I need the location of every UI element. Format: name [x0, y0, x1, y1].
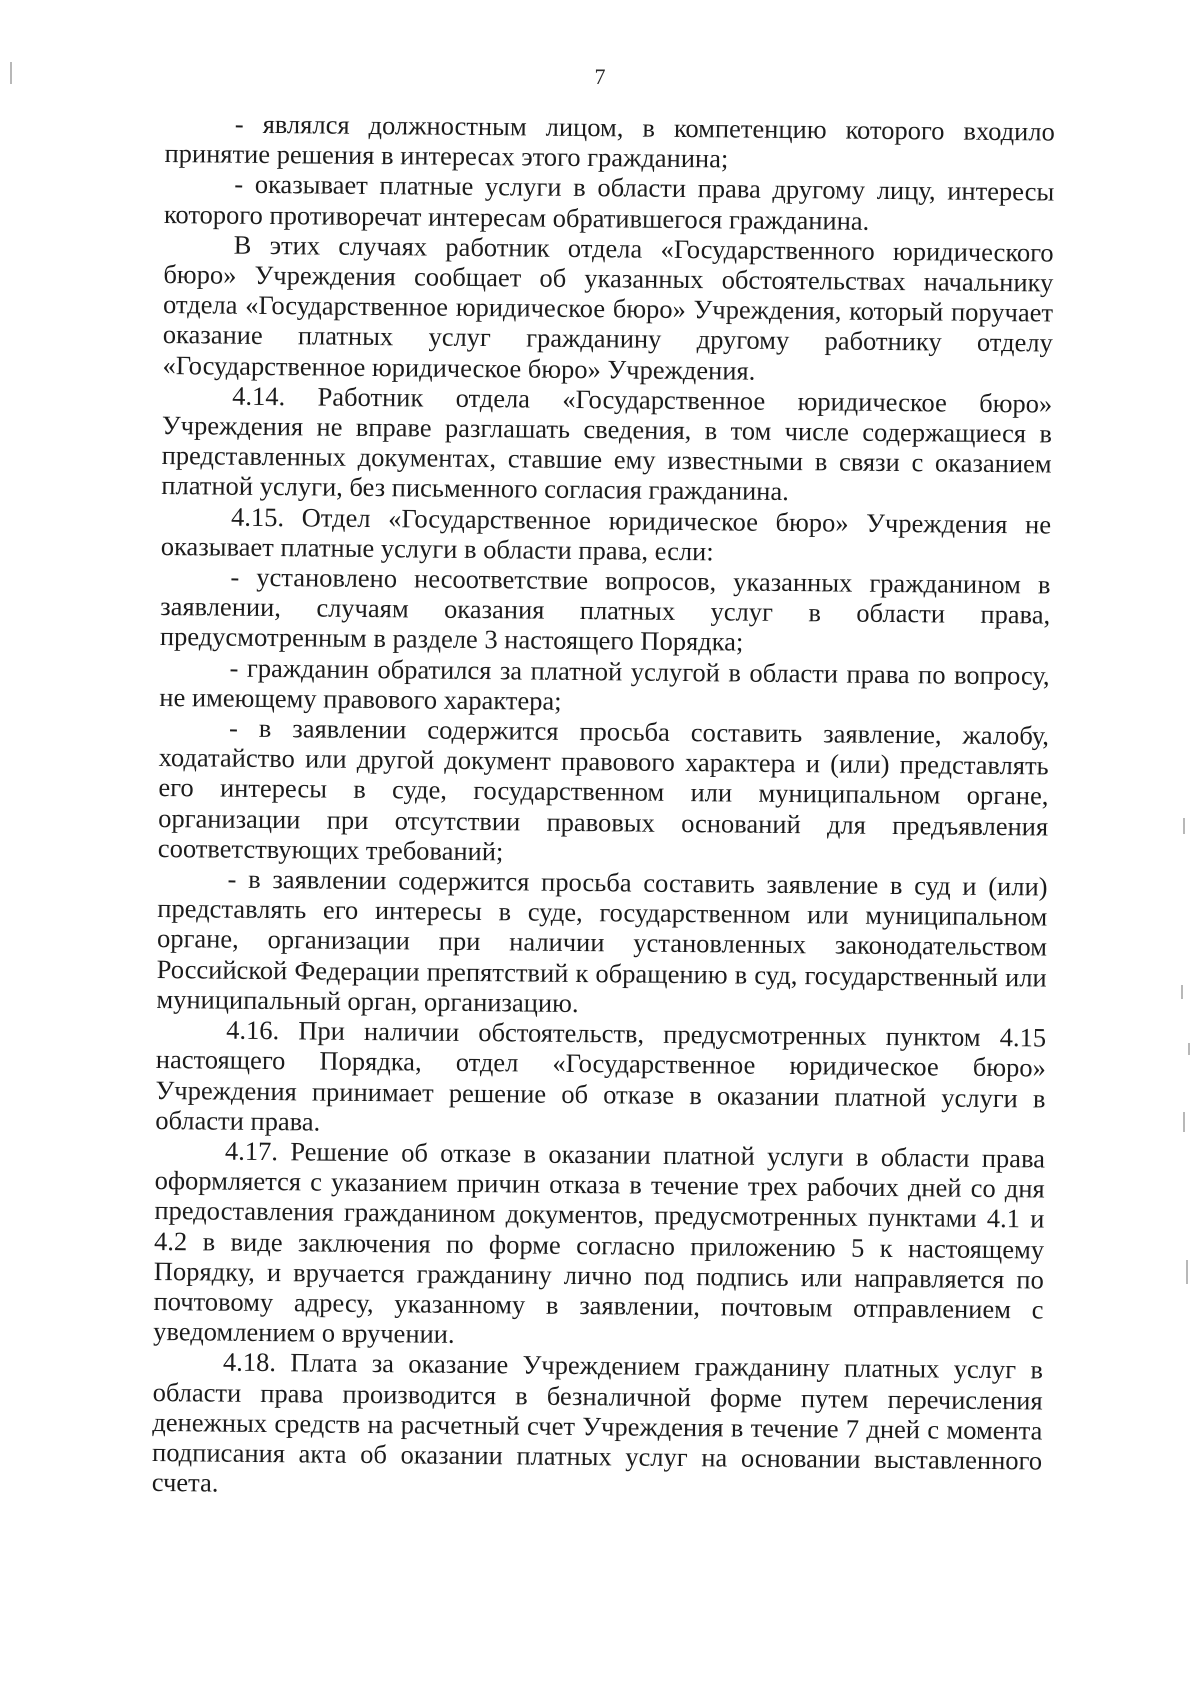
- clause-4-14: 4.14. Работник отдела «Государственное юридическое бюро» Учреждения не вправе разглашать сведения, в том числе содержащиеся в представленных документах, ставшие ему известными в связи с оказанием платной услуги, без письменного согласия гражданина.: [161, 380, 1053, 507]
- scan-edge-mark: [1188, 1043, 1190, 1055]
- paragraph: В этих случаях работник отдела «Государственного юридического бюро» Учреждения сообщает об указанных обстоятельствах начальнику отдела «Государственное юридическое бюро» Учреждения, который поручает оказание платных услуг гражданину другому работнику отделу «Государственное юридическое бюро» Учреждения.: [162, 229, 1054, 386]
- paragraph-list-item: - в заявлении содержится просьба составить заявление, жалобу, ходатайство или другой документ правового характера и (или) представлять его интересы в суде, государственном или муниципальном органе, организации при отсутствии правовых оснований для предъявления соответствующих требований;: [157, 712, 1050, 867]
- scan-edge-mark: [1183, 818, 1185, 834]
- document-body: [152, 108, 1055, 1506]
- clause-4-15: 4.15. Отдел «Государственное юридическое бюро» Учреждения не оказывает платные услуги в области права, если:: [160, 501, 1052, 567]
- page-number: 7: [594, 64, 606, 89]
- scan-edge-mark: [1183, 1112, 1185, 1132]
- clause-4-18: 4.18. Плата за оказание Учреждением гражданину платных услуг в области права производится в безналичной форме путем перечисления денежных средств на расчетный счет Учреждения в течение 7 дней с момента подписания акта об оказании платных услуг на основании выставленного счета.: [151, 1346, 1044, 1498]
- paragraph-list-item: - являлся должностным лицом, в компетенцию которого входило принятие решения в интересах этого гражданина;: [164, 108, 1055, 174]
- clause-4-16: 4.16. При наличии обстоятельств, предусмотренных пунктом 4.15 настоящего Порядка, отдел «Государственное юридическое бюро» Учреждения принимает решение об отказе в оказании платной услуги в области права.: [155, 1014, 1047, 1137]
- clause-4-17: 4.17. Решение об отказе в оказании платной услуги в области права оформляется с указанием причин отказа в течение трех рабочих дней со дня предоставления гражданином документов, предусмотренных пунктами 4.1 и 4.2 в виде заключения по форме согласно приложению 5 к настоящему Порядку, и вручается гражданину лично под подпись или направляется по почтовому адресу, указанному в заявлении, почтовым отправлением с уведомлением о вручении.: [153, 1135, 1046, 1349]
- scan-edge-mark: [1181, 985, 1183, 999]
- paragraph-list-item: - в заявлении содержится просьба составить заявление в суд и (или) представлять его интересы в суде, государственном или муниципальном органе, организации при наличии установленных законодательством Российской Федерации препятствий к обращению в суд, государственный или муниципальный орган, организацию.: [156, 863, 1048, 1018]
- paragraph-list-item: - гражданин обратился за платной услугой в области права по вопросу, не имеющему правового характера;: [159, 652, 1050, 716]
- paragraph-list-item: - установлено несоответствие вопросов, указанных гражданином в заявлении, случаям оказания платных услуг в области права, предусмотренным в разделе 3 настоящего Порядка;: [159, 561, 1051, 658]
- paragraph-list-item: - оказывает платные услуги в области права другому лицу, интересы которого противоречат интересам обратившегося гражданина.: [163, 169, 1055, 236]
- scan-edge-mark: [1186, 1260, 1188, 1284]
